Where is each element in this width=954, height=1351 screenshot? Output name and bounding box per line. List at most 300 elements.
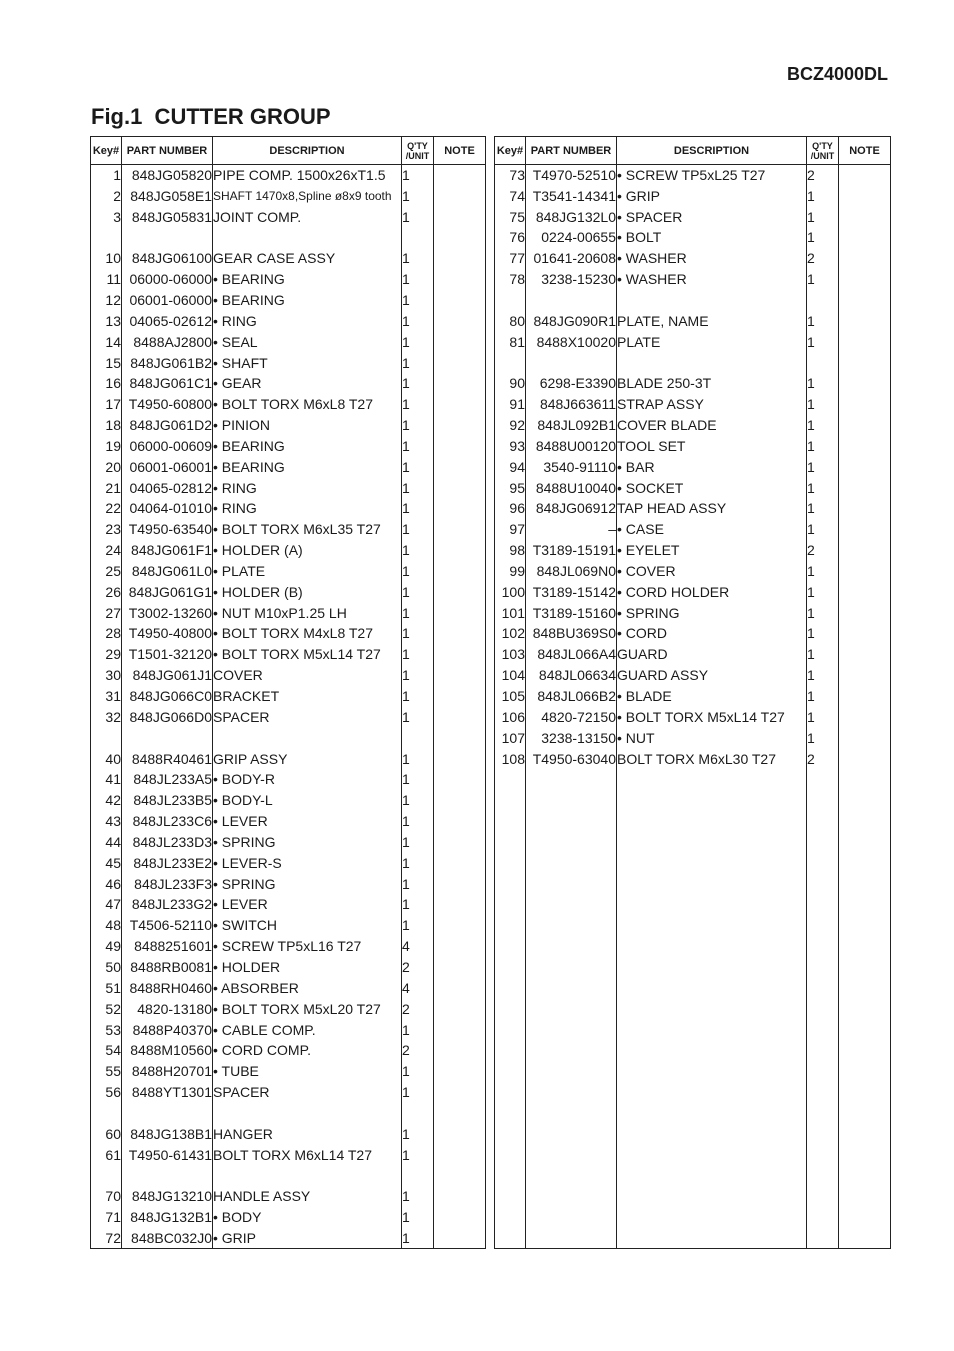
right-rows	[495, 165, 891, 1249]
table-row	[91, 1228, 486, 1249]
part-description: • BEARING	[213, 269, 402, 290]
part-number: 848JL233E2	[122, 852, 213, 873]
empty-cell	[526, 873, 617, 894]
part-note	[434, 435, 486, 456]
part-description: COVER	[213, 665, 402, 686]
part-number: 848JL233C6	[122, 811, 213, 832]
empty-cell	[526, 1102, 617, 1123]
part-note	[839, 477, 891, 498]
empty-cell	[617, 1102, 807, 1123]
empty-cell	[526, 936, 617, 957]
part-qty: 1	[807, 498, 839, 519]
figure-title: Fig.1 CUTTER GROUP	[91, 104, 331, 129]
part-note	[434, 1102, 486, 1123]
part-qty: 1	[402, 623, 434, 644]
part-qty: 1	[807, 623, 839, 644]
part-note	[434, 957, 486, 978]
part-note	[434, 581, 486, 602]
empty-cell	[526, 1082, 617, 1103]
empty-cell	[495, 1144, 526, 1165]
part-key: 52	[91, 998, 122, 1019]
empty-cell	[807, 790, 839, 811]
empty-cell	[617, 1207, 807, 1228]
table-row	[91, 331, 486, 352]
part-description: GRIP ASSY	[213, 748, 402, 769]
part-description: • SCREW TP5xL16 T27	[213, 936, 402, 957]
table-row	[495, 623, 891, 644]
part-key: 106	[495, 706, 526, 727]
part-description: • COVER	[617, 561, 807, 582]
empty-cell	[617, 811, 807, 832]
part-key: 103	[495, 644, 526, 665]
part-number: 848JL06634	[526, 665, 617, 686]
part-key: 29	[91, 644, 122, 665]
part-key: 56	[91, 1082, 122, 1103]
table-row-empty	[495, 957, 891, 978]
empty-cell	[839, 1228, 891, 1249]
part-qty: 1	[402, 852, 434, 873]
part-number: 3238-15230	[526, 269, 617, 290]
table-row	[91, 832, 486, 853]
part-qty: 1	[402, 519, 434, 540]
empty-cell	[839, 1165, 891, 1186]
part-qty: 1	[807, 644, 839, 665]
part-description: GUARD ASSY	[617, 665, 807, 686]
part-qty: 2	[402, 998, 434, 1019]
table-row	[495, 748, 891, 769]
part-description: • SPACER	[617, 206, 807, 227]
part-note	[434, 331, 486, 352]
part-number: 848JG061D2	[122, 415, 213, 436]
part-description: • CABLE COMP.	[213, 1019, 402, 1040]
part-description: • SPRING	[213, 832, 402, 853]
part-note	[839, 602, 891, 623]
part-note	[434, 456, 486, 477]
part-key: 49	[91, 936, 122, 957]
part-description: • SCREW TP5xL25 T27	[617, 165, 807, 186]
part-note	[434, 477, 486, 498]
empty-cell	[807, 832, 839, 853]
part-number: 848JL233F3	[122, 873, 213, 894]
part-qty: 1	[402, 602, 434, 623]
part-number: 3238-13150	[526, 727, 617, 748]
part-note	[434, 769, 486, 790]
part-description: • BODY	[213, 1207, 402, 1228]
table-row	[91, 290, 486, 311]
empty-cell	[617, 1228, 807, 1249]
part-description: • SPRING	[617, 602, 807, 623]
part-description: JOINT COMP.	[213, 206, 402, 227]
part-key: 32	[91, 706, 122, 727]
part-note	[839, 686, 891, 707]
part-qty: 1	[402, 373, 434, 394]
part-number: T4950-63540	[122, 519, 213, 540]
part-description: • CORD	[617, 623, 807, 644]
part-description: • HOLDER (A)	[213, 540, 402, 561]
part-note	[434, 936, 486, 957]
part-description	[213, 1102, 402, 1123]
part-key: 53	[91, 1019, 122, 1040]
part-note	[839, 269, 891, 290]
empty-cell	[617, 852, 807, 873]
empty-cell	[495, 832, 526, 853]
table-row	[495, 540, 891, 561]
part-number: 848J663611	[526, 394, 617, 415]
part-description: • SWITCH	[213, 915, 402, 936]
table-row	[91, 373, 486, 394]
table-row	[91, 227, 486, 248]
part-note	[434, 1186, 486, 1207]
part-number	[526, 290, 617, 311]
part-description: • RING	[213, 310, 402, 331]
part-key: 14	[91, 331, 122, 352]
part-note	[434, 394, 486, 415]
part-qty: 1	[402, 1082, 434, 1103]
part-qty: 1	[402, 498, 434, 519]
part-key: 47	[91, 894, 122, 915]
empty-cell	[526, 1186, 617, 1207]
empty-cell	[617, 832, 807, 853]
part-note	[434, 185, 486, 206]
part-qty: 1	[807, 561, 839, 582]
col-description-header: DESCRIPTION	[617, 137, 807, 165]
empty-cell	[807, 1040, 839, 1061]
part-description: • TUBE	[213, 1061, 402, 1082]
part-number: 6298-E3390	[526, 373, 617, 394]
table-row-empty	[495, 832, 891, 853]
empty-cell	[526, 811, 617, 832]
part-description: • RING	[213, 498, 402, 519]
part-note	[434, 727, 486, 748]
part-note	[434, 1207, 486, 1228]
part-note	[839, 290, 891, 311]
empty-cell	[839, 811, 891, 832]
part-description: BRACKET	[213, 686, 402, 707]
empty-cell	[839, 977, 891, 998]
col-note-header: NOTE	[434, 137, 486, 165]
part-qty: 1	[807, 310, 839, 331]
table-row	[91, 915, 486, 936]
part-qty: 1	[402, 1144, 434, 1165]
empty-cell	[617, 769, 807, 790]
empty-cell	[839, 1102, 891, 1123]
part-note	[434, 1019, 486, 1040]
empty-cell	[839, 852, 891, 873]
part-key	[91, 727, 122, 748]
table-row	[91, 519, 486, 540]
part-description: • LEVER	[213, 894, 402, 915]
part-note	[839, 581, 891, 602]
part-key: 41	[91, 769, 122, 790]
part-description: • EYELET	[617, 540, 807, 561]
part-key: 13	[91, 310, 122, 331]
part-qty: 2	[402, 957, 434, 978]
empty-cell	[807, 873, 839, 894]
part-key: 54	[91, 1040, 122, 1061]
part-description: GUARD	[617, 644, 807, 665]
part-number: 848JG06912	[526, 498, 617, 519]
part-number: 848BU369S0	[526, 623, 617, 644]
part-key: 98	[495, 540, 526, 561]
part-note	[434, 811, 486, 832]
table-row	[495, 581, 891, 602]
part-qty: 1	[807, 269, 839, 290]
empty-cell	[495, 873, 526, 894]
table-row	[91, 1082, 486, 1103]
part-number: T4950-61431	[122, 1144, 213, 1165]
part-key: 1	[91, 165, 122, 186]
table-row	[495, 456, 891, 477]
empty-cell	[807, 1061, 839, 1082]
part-key: 75	[495, 206, 526, 227]
table-row-empty	[495, 936, 891, 957]
part-note	[434, 1144, 486, 1165]
part-qty: 1	[402, 394, 434, 415]
part-description: • BOLT TORX M5xL20 T27	[213, 998, 402, 1019]
part-qty: 1	[402, 1061, 434, 1082]
table-row	[91, 1040, 486, 1061]
part-note	[434, 415, 486, 436]
empty-cell	[807, 811, 839, 832]
part-key: 43	[91, 811, 122, 832]
table-row-empty	[495, 1019, 891, 1040]
empty-cell	[839, 1019, 891, 1040]
table-row	[91, 957, 486, 978]
part-description: • GEAR	[213, 373, 402, 394]
part-number: 8488YT1301	[122, 1082, 213, 1103]
part-description: • CORD COMP.	[213, 1040, 402, 1061]
part-qty: 1	[402, 811, 434, 832]
part-qty: 1	[402, 415, 434, 436]
part-number: 848JG05831	[122, 206, 213, 227]
part-description: • GRIP	[213, 1228, 402, 1249]
table-row	[91, 352, 486, 373]
empty-cell	[617, 977, 807, 998]
part-key	[91, 1165, 122, 1186]
part-description: • BODY-L	[213, 790, 402, 811]
part-note	[839, 748, 891, 769]
part-description: • ABSORBER	[213, 977, 402, 998]
part-description: • BOLT TORX M4xL8 T27	[213, 623, 402, 644]
table-row-empty	[495, 998, 891, 1019]
part-number	[122, 1102, 213, 1123]
part-number: 848JG061J1	[122, 665, 213, 686]
part-qty: 1	[402, 686, 434, 707]
parts-table-right	[494, 136, 891, 1249]
part-description: • BLADE	[617, 686, 807, 707]
part-key: 51	[91, 977, 122, 998]
part-key: 104	[495, 665, 526, 686]
part-note	[434, 561, 486, 582]
part-note	[434, 1123, 486, 1144]
part-qty: 2	[807, 540, 839, 561]
empty-cell	[807, 915, 839, 936]
table-row	[495, 331, 891, 352]
part-description: • BEARING	[213, 435, 402, 456]
part-qty: 1	[807, 435, 839, 456]
part-qty: 1	[402, 894, 434, 915]
empty-cell	[807, 769, 839, 790]
part-number: 06001-06001	[122, 456, 213, 477]
table-row	[495, 310, 891, 331]
part-number: 848JG058E1	[122, 185, 213, 206]
part-note	[839, 394, 891, 415]
part-note	[434, 977, 486, 998]
table-row	[495, 415, 891, 436]
part-note	[839, 310, 891, 331]
part-qty	[807, 352, 839, 373]
table-row	[495, 561, 891, 582]
empty-cell	[617, 790, 807, 811]
part-number: T4950-40800	[122, 623, 213, 644]
table-row-empty	[495, 1061, 891, 1082]
part-key: 101	[495, 602, 526, 623]
part-number: T3189-15160	[526, 602, 617, 623]
part-qty: 1	[807, 456, 839, 477]
empty-cell	[807, 1228, 839, 1249]
empty-cell	[495, 1040, 526, 1061]
table-row	[91, 1186, 486, 1207]
table-row	[91, 1102, 486, 1123]
part-note	[839, 623, 891, 644]
part-qty: 2	[807, 248, 839, 269]
table-row	[91, 498, 486, 519]
empty-cell	[839, 1186, 891, 1207]
empty-cell	[839, 1123, 891, 1144]
empty-cell	[839, 915, 891, 936]
table-row	[91, 1019, 486, 1040]
table-row	[91, 185, 486, 206]
part-key: 70	[91, 1186, 122, 1207]
empty-cell	[617, 1019, 807, 1040]
part-note	[839, 331, 891, 352]
part-qty: 1	[402, 206, 434, 227]
part-qty: 1	[402, 1228, 434, 1249]
table-row	[495, 165, 891, 186]
part-number: 848JG090R1	[526, 310, 617, 331]
part-key: 45	[91, 852, 122, 873]
part-key: 78	[495, 269, 526, 290]
table-row-empty	[495, 894, 891, 915]
part-qty: 1	[402, 832, 434, 853]
part-description	[213, 227, 402, 248]
part-number: T1501-32120	[122, 644, 213, 665]
empty-cell	[807, 1165, 839, 1186]
empty-cell	[526, 1040, 617, 1061]
table-row	[91, 706, 486, 727]
empty-cell	[495, 1061, 526, 1082]
part-qty: 1	[402, 644, 434, 665]
table-row	[91, 456, 486, 477]
part-note	[839, 415, 891, 436]
empty-cell	[839, 832, 891, 853]
part-number	[122, 727, 213, 748]
part-number: 06001-06000	[122, 290, 213, 311]
part-description: SPACER	[213, 706, 402, 727]
empty-cell	[526, 769, 617, 790]
table-row	[91, 1061, 486, 1082]
empty-cell	[617, 894, 807, 915]
part-number: 04065-02812	[122, 477, 213, 498]
part-number: 848JG061G1	[122, 581, 213, 602]
part-key	[91, 227, 122, 248]
table-row	[495, 665, 891, 686]
empty-cell	[617, 1186, 807, 1207]
part-description: • BOLT TORX M6xL35 T27	[213, 519, 402, 540]
empty-cell	[839, 1082, 891, 1103]
col-description-header: DESCRIPTION	[213, 137, 402, 165]
part-note	[434, 665, 486, 686]
empty-cell	[526, 894, 617, 915]
part-key: 15	[91, 352, 122, 373]
part-description: • LEVER	[213, 811, 402, 832]
empty-cell	[617, 957, 807, 978]
table-row	[495, 727, 891, 748]
table-row	[495, 227, 891, 248]
table-row	[91, 310, 486, 331]
table-row-empty	[495, 811, 891, 832]
part-note	[839, 727, 891, 748]
part-description: • BAR	[617, 456, 807, 477]
part-description: GEAR CASE ASSY	[213, 248, 402, 269]
part-qty: 1	[402, 1207, 434, 1228]
part-description: PLATE	[617, 331, 807, 352]
part-qty	[807, 290, 839, 311]
empty-cell	[807, 1082, 839, 1103]
part-key: 55	[91, 1061, 122, 1082]
col-qty-header: Q'TY /UNIT	[402, 137, 434, 165]
part-key: 61	[91, 1144, 122, 1165]
empty-cell	[495, 1165, 526, 1186]
col-part-number-header: PART NUMBER	[122, 137, 213, 165]
part-number: 848JG066D0	[122, 706, 213, 727]
part-number: T4950-63040	[526, 748, 617, 769]
part-qty: 1	[402, 165, 434, 186]
part-note	[434, 310, 486, 331]
part-qty: 1	[807, 415, 839, 436]
table-row	[91, 769, 486, 790]
table-row	[91, 623, 486, 644]
part-key: 18	[91, 415, 122, 436]
empty-cell	[617, 1144, 807, 1165]
part-note	[434, 1061, 486, 1082]
part-key: 102	[495, 623, 526, 644]
table-row	[495, 519, 891, 540]
table-row	[91, 540, 486, 561]
empty-cell	[495, 769, 526, 790]
empty-cell	[617, 936, 807, 957]
part-qty: 1	[402, 269, 434, 290]
part-note	[839, 373, 891, 394]
part-description: • SHAFT	[213, 352, 402, 373]
part-key: 17	[91, 394, 122, 415]
empty-cell	[495, 811, 526, 832]
table-row	[495, 477, 891, 498]
part-description: • CORD HOLDER	[617, 581, 807, 602]
table-row	[91, 1207, 486, 1228]
part-key: 107	[495, 727, 526, 748]
part-qty: 1	[807, 477, 839, 498]
table-row	[495, 352, 891, 373]
part-qty: 1	[402, 185, 434, 206]
col-key-header: Key#	[495, 137, 526, 165]
part-number: T4506-52110	[122, 915, 213, 936]
part-description: • BOLT TORX M5xL14 T27	[213, 644, 402, 665]
table-row	[91, 686, 486, 707]
empty-cell	[617, 998, 807, 1019]
table-row	[91, 936, 486, 957]
col-note-header: NOTE	[839, 137, 891, 165]
